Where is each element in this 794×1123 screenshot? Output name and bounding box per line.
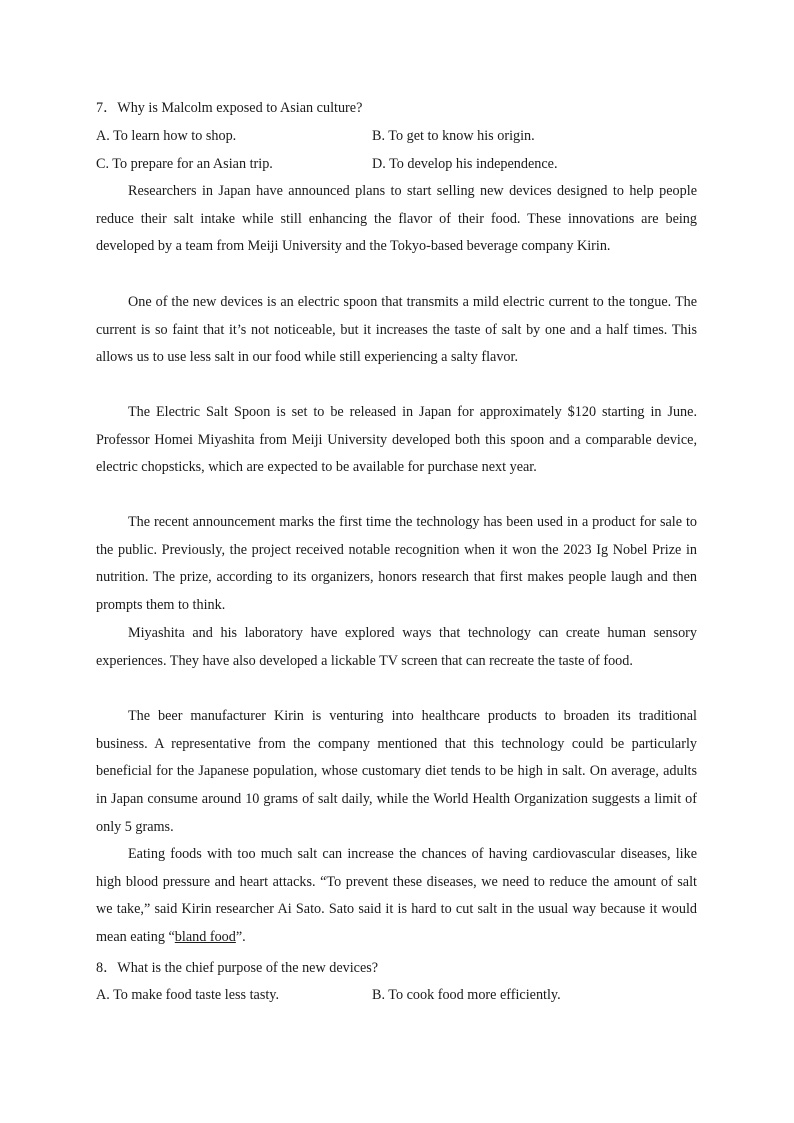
- passage-paragraph-4: The recent announcement marks the first time the technology has been used in a product for sale to the public. Previously, the project received notable recognition when it won the 2023 Ig Nobel Prize in nutrition. The prize, according to its organizers, honors research that first makes people laugh and then prompts them to think.: [96, 514, 697, 614]
- question-8: [96, 957, 706, 977]
- question-7-option-a[interactable]: A. To learn how to shop.: [96, 128, 237, 144]
- question-7-option-c[interactable]: C. To prepare for an Asian trip.: [96, 156, 273, 172]
- passage-paragraph-2: One of the new devices is an electric spoon that transmits a mild electric current to the tongue. The current is so faint that it’s not noticeable, but it increases the taste of salt by one and a half times. This allows us to use less salt in our food while still experiencing a salty flavor.: [96, 294, 697, 366]
- question-8-option-b[interactable]: B. To cook food more efficiently.: [372, 987, 561, 1003]
- passage-paragraph-3: The Electric Salt Spoon is set to be released in Japan for approximately $120 starting in June. Professor Homei Miyashita from Meiji University developed both this spoon and a comparable device, electric chopsticks, which are expected to be available for purchase next year.: [96, 404, 697, 476]
- paragraph-7-end: ”.: [235, 929, 246, 946]
- question-7-option-b[interactable]: B. To get to know his origin.: [372, 128, 535, 144]
- question-8-option-a[interactable]: A. To make food taste less tasty.: [96, 987, 280, 1003]
- paragraph-7-text: Eating foods with too much salt can increase the chances of having cardiovascular diseases, like high blood pressure and heart attacks. “To prevent these diseases, we need to reduce the amount of salt we take,” said Kirin researcher Ai Sato. Sato said it is hard to cut salt in the usual way because it would mean eating “: [96, 846, 697, 946]
- question-8-number: 8．: [96, 960, 118, 976]
- question-7-option-d[interactable]: D. To develop his independence.: [372, 156, 558, 172]
- question-7-number: 7．: [96, 100, 118, 116]
- question-7: [96, 97, 706, 117]
- passage-paragraph-5: Miyashita and his laboratory have explored ways that technology can create human sensory experiences. They have also developed a lickable TV screen that can recreate the taste of food.: [96, 625, 697, 669]
- underlined-phrase: bland food: [174, 929, 236, 946]
- question-8-text: What is the chief purpose of the new devices?: [117, 960, 379, 976]
- passage-paragraph-7: [96, 841, 697, 952]
- passage-paragraph-6: The beer manufacturer Kirin is venturing into healthcare products to broaden its traditional business. A representative from the company mentioned that this technology could be particularly beneficial for the Japanese population, whose customary diet tends to be high in salt. On average, adults in Japan consume around 10 grams of salt daily, while the World Health Organization suggests a limit of only 5 grams.: [96, 708, 697, 835]
- passage-paragraph-1: Researchers in Japan have announced plans to start selling new devices designed to help people reduce their salt intake while still enhancing the flavor of their food. These innovations are being developed by a team from Meiji University and the Tokyo-based beverage company Kirin.: [96, 183, 697, 255]
- question-7-text: Why is Malcolm exposed to Asian culture?: [117, 100, 363, 116]
